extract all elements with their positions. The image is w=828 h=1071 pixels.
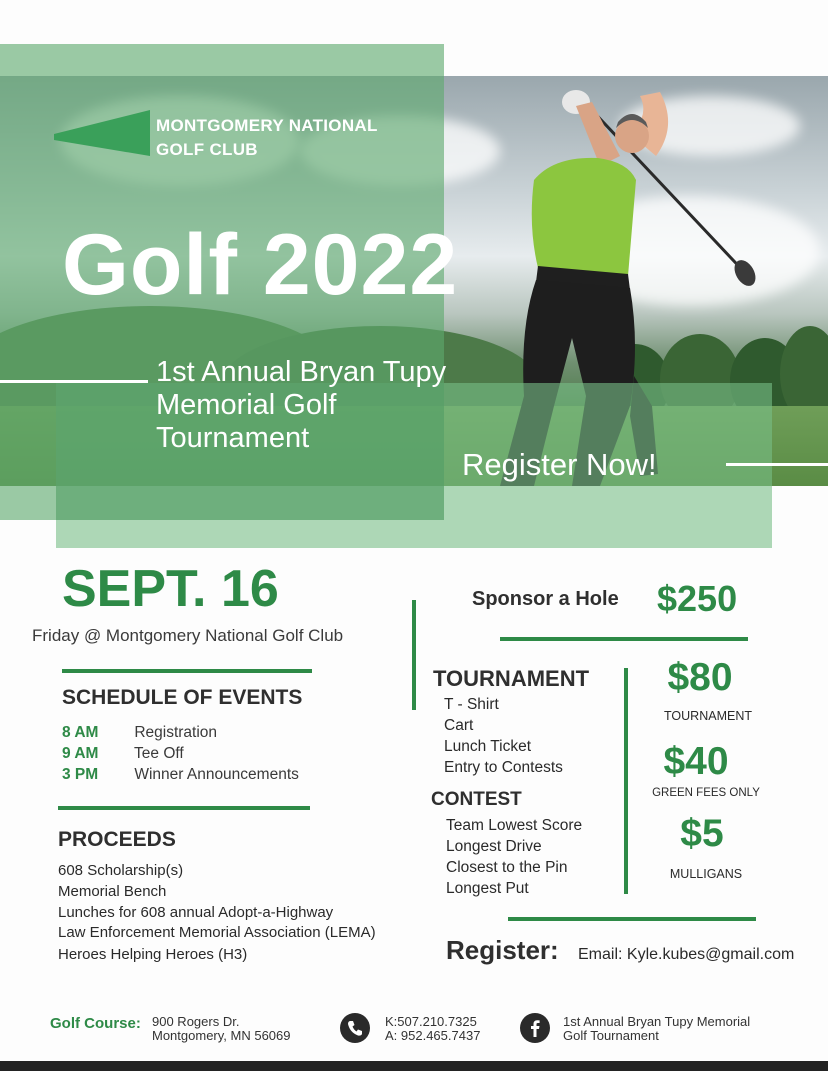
register-email-link[interactable]: Email: Kyle.kubes@gmail.com: [578, 946, 795, 963]
divider-line: [62, 669, 312, 673]
footer-address: [152, 1015, 291, 1043]
list-item: T - Shirt: [444, 696, 499, 713]
list-item: Lunches for 608 annual Adopt-a-Highway: [58, 904, 334, 921]
tournament-heading: TOURNAMENT: [433, 666, 590, 691]
tournament-title-line1: 1st Annual Bryan Tupy: [156, 356, 447, 388]
sponsor-price: $250: [657, 578, 738, 619]
schedule-time: 3 PM: [62, 766, 99, 783]
divider-line: [0, 380, 148, 383]
divider-line: [58, 806, 310, 810]
tournament-title-line3: Tournament: [156, 422, 310, 454]
schedule-label: Winner Announcements: [134, 766, 299, 783]
divider-line: [500, 637, 748, 641]
footer-facebook[interactable]: [563, 1015, 750, 1043]
proceeds-list: [58, 860, 378, 965]
list-item: Entry to Contests: [444, 759, 563, 776]
sponsor-label: Sponsor a Hole: [472, 588, 619, 610]
page-title: Golf 2022: [62, 217, 459, 313]
tournament-title: [156, 356, 536, 455]
footer-phones: [385, 1015, 480, 1043]
vertical-divider: [412, 600, 416, 710]
list-item: Heroes Helping Heroes (H3): [58, 946, 248, 963]
footer-course-label: Golf Course:: [50, 1015, 141, 1032]
price-caption: MULLIGANS: [669, 867, 743, 881]
list-item: Longest Drive: [446, 838, 542, 855]
list-item: Memorial Bench: [58, 883, 167, 900]
flag-icon: [54, 110, 150, 156]
list-item: Closest to the Pin: [446, 859, 568, 876]
schedule-item: [62, 745, 184, 763]
price-caption: GREEN FEES ONLY: [652, 787, 760, 799]
register-label: Register:: [446, 935, 559, 965]
schedule-item: [62, 724, 217, 742]
list-item: 608 Scholarship(s): [58, 862, 184, 879]
list-item: Team Lowest Score: [446, 817, 583, 834]
list-item: Cart: [444, 717, 474, 734]
proceeds-heading: PROCEEDS: [58, 828, 176, 851]
price-mulligans: $5: [680, 812, 724, 855]
footer-phone-k[interactable]: K:507.210.7325: [385, 1014, 477, 1029]
vertical-divider: [624, 668, 628, 894]
contest-heading: CONTEST: [431, 789, 522, 810]
club-name-line2: GOLF CLUB: [156, 140, 258, 159]
footer-phone-a[interactable]: A: 952.465.7437: [385, 1028, 481, 1043]
list-item: Lunch Ticket: [444, 738, 532, 755]
schedule-heading: SCHEDULE OF EVENTS: [62, 686, 303, 709]
price-green-fees: $40: [663, 740, 729, 783]
contest-list: [446, 815, 582, 899]
divider-line: [508, 917, 756, 921]
schedule-label: Tee Off: [134, 745, 184, 762]
club-name: [156, 114, 436, 162]
schedule-time: 8 AM: [62, 724, 99, 741]
divider-line: [726, 463, 828, 466]
club-name-line1: MONTGOMERY NATIONAL: [156, 116, 378, 135]
list-item: Longest Put: [446, 880, 529, 897]
list-item: Law Enforcement Memorial Association (LEMA): [58, 924, 376, 941]
footer-address-line2: Montgomery, MN 56069: [152, 1028, 291, 1043]
facebook-icon[interactable]: [520, 1013, 550, 1043]
phone-icon: [340, 1013, 370, 1043]
footer-facebook-line2: Golf Tournament: [563, 1028, 659, 1043]
schedule-label: Registration: [134, 724, 218, 741]
footer-address-line1: 900 Rogers Dr.: [152, 1014, 240, 1029]
bottom-bar: [0, 1061, 828, 1071]
tournament-title-line2: Memorial Golf: [156, 389, 337, 421]
event-venue: Friday @ Montgomery National Golf Club: [32, 626, 344, 645]
price-caption: TOURNAMENT: [664, 709, 752, 723]
price-tournament: $80: [667, 656, 733, 699]
footer-facebook-line1: 1st Annual Bryan Tupy Memorial: [563, 1014, 751, 1029]
schedule-time: 9 AM: [62, 745, 99, 762]
register-now-link[interactable]: Register Now!: [462, 447, 657, 482]
event-date: SEPT. 16: [62, 560, 279, 618]
tournament-list: [444, 694, 563, 778]
schedule-item: [62, 766, 299, 784]
